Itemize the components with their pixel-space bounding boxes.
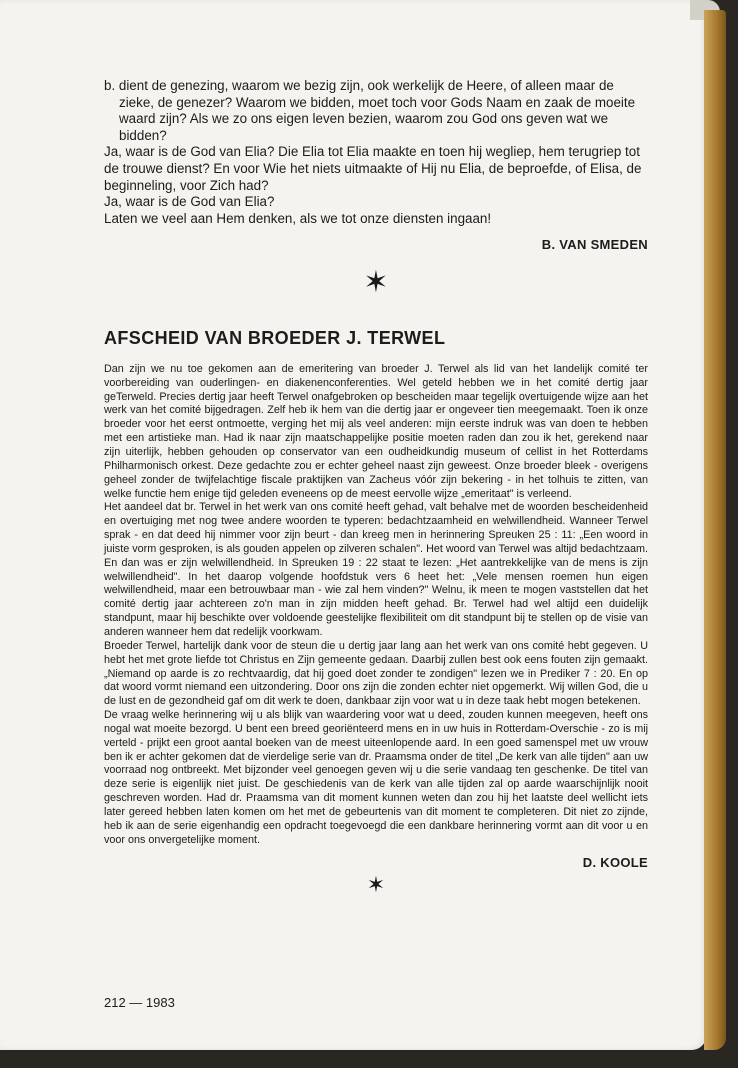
book-edge (704, 10, 726, 1050)
author-signature-koole: D. KOOLE (582, 855, 648, 871)
intro-section (104, 78, 648, 254)
page-number: 212 — 1983 (104, 995, 175, 1010)
intro-paragraph-2: Ja, waar is de God van Elia? (104, 194, 275, 210)
article-paragraph-1: Dan zijn we nu toe gekomen aan de emeritering van broeder J. Terwel als lid van het landelijk comité ter voorbereiding van ouderlingen- en diakenenconferenties. Wel geteld hebben we in het comité dertig jaar geTerweld. Precies dertig jaar heeft Terwel onafgebroken op bescheiden maar tegelijk overtuigende wijze aan het werk van het comité bijgedragen. Zelf heb ik hem van die dertig jaar er ongeveer tien meegemaakt. Toen ik onze broeder voor het eerst ontmoette, verging het mij als veel anderen: mijn eerste indruk was van doen te hebben met een artistieke man. Had ik naar zijn maatschappelijke positie moeten raden dan zou ik het, gerekend naar zijn uiterlijk, hebben gehouden op conservator van een oudheidkundig museum of cellist in het Rotterdams Philharmonisch orkest. Deze gedachte zou er echter geheel naast zijn geweest. Onze broeder bleek - overigens geheel zonder de twijfelachtige fiscale praktijken van Zacheus vóór zijn bekering - in het tolhuis te zitten, van welke functie hem enige tijd geleden eveneens op de meest eervolle wijze „emeritaat" is verleend. (104, 362, 648, 500)
point-b-paragraph: b. dient de genezing, waarom we bezig zijn, ook werkelijk de Heere, of alleen maar de zieke, de genezer? Waarom we bidden, moet toch voor Gods Naam en zaak de moeite waard zijn? Als we zo ons eigen leven bezien, waarom zou God ons geven wat we bidden? (104, 78, 636, 143)
article-paragraph-3: Broeder Terwel, hartelijk dank voor de steun die u dertig jaar lang aan het werk van ons comité hebt gegeven. U hebt het met grote liefde tot Christus en Zijn gemeente gedaan. Daarbij zullen best ook eens fouten zijn gemaakt. „Niemand op aarde is zo rechtvaardig, dat hij goed doet zonder te zondigen" lezen we in Prediker 7 : 20. En op dat woord vormt niemand een uitzondering. Door ons zijn die zonden echter niet opgemerkt. Wij willen God, die u de lust en de gezondheid gaf om dit werk te doen, dankbaar zijn voor wat u in deze taak hebt mogen betekenen. (104, 639, 648, 708)
intro-paragraph-3: Laten we veel aan Hem denken, als we tot onze diensten ingaan! (104, 210, 492, 226)
article-title: AFSCHEID VAN BROEDER J. TERWEL (104, 327, 446, 348)
author-signature-smeden: B. VAN SMEDEN (541, 237, 648, 253)
star-ornament-small-icon: ✶ (366, 872, 386, 898)
intro-paragraph-1: Ja, waar is de God van Elia? Die Elia tot Elia maakte en toen hij wegliep, hem terugriep tot de trouwe dienst? En voor Wie het niets uitmaakte of Hij nu Elia, de beproefde, of Elisa, de beginneling, voor Zich had? (104, 144, 642, 193)
page-content (104, 78, 648, 896)
star-ornament-icon: ✶ (363, 265, 389, 299)
article-paragraph-4: De vraag welke herinnering wij u als blijk van waardering voor wat u deed, zouden kunnen meegeven, heeft ons nogal wat moeite bezorgd. U bent een breed georiënteerd mens en in uw huis in Rotterdam-Overschie - zo is mij verteld - prijkt een groot aantal boeken van de meest uiteenlopende aard. In een goed samenspel met uw vrouw ben ik er achter gekomen dat de vierdelige serie van dr. Praamsma onder de titel „De kerk van alle tijden" aan uw voorraad nog ontbreekt. Met bijzonder veel genoegen geven wij u die serie vandaag ten geschenke. De titel van deze serie is eigenlijk niet juist. De geschiedenis van de kerk van alle tijden zal op aarde waarschijnlijk nooit geschreven worden. Had dr. Praamsma van dit moment kunnen weten dan zou hij het laatste deel wellicht iets later gereed hebben laten komen om het met de gebeurtenis van dit moment te completeren. Dit niet zo zijnde, heb ik aan de serie eigenhandig een opdracht toegevoegd die een dankbare herinnering vormt aan dit voor u en voor ons onvergetelijke moment. (104, 709, 648, 846)
article-body (104, 363, 648, 848)
article-paragraph-2: Het aandeel dat br. Terwel in het werk van ons comité heeft gehad, valt behalve met de woorden bescheidenheid en overtuiging met nog twee andere woorden te typeren: bedachtzaamheid en welwillendheid. Wanneer Terwel sprak - en dat deed hij nimmer voor zijn beurt - dan kreeg men in herinnering Spreuken 25 : 11: „Een woord in juiste vorm gesproken, is als gouden appelen op zilveren schalen". Het woord van Terwel was altijd bedachtzaam. En dan was er zijn welwillendheid. In Spreuken 19 : 22 staat te lezen: „Het aantrekkelijke van de mens is zijn welwillendheid". In het daarop volgende hoofdstuk vers 6 heet het: „Vele mensen roemen hun eigen welwillendheid, maar een betrouwbaar man - wie zal hem vinden?" Welnu, ik meen te mogen vaststellen dat het comité dertig jaar achtereen zo'n man in zijn midden heeft gehad. Br. Terwel had wel altijd een duidelijk standpunt, maar hij beschikte over voldoende geestelijke flexibiliteit om dit standpunt bij te stellen op de visie van anderen wanneer hem dat redelijk voorkwam. (104, 501, 648, 638)
